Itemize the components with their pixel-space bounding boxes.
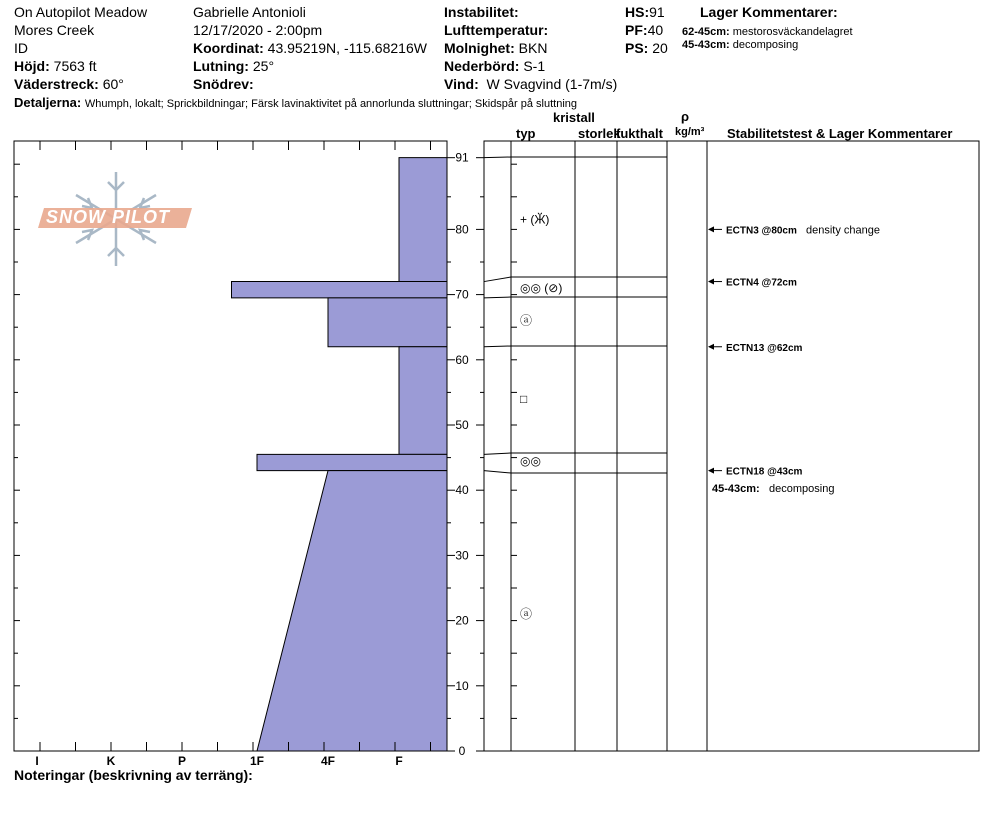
hardness-layer-4 — [399, 347, 447, 455]
coord-value: 43.95219N, -115.68216W — [267, 40, 427, 56]
notes-label: Noteringar (beskrivning av terräng): — [14, 767, 253, 783]
depth-label-91: 91 — [455, 150, 469, 165]
pf-value: 40 — [647, 22, 664, 38]
arrowhead-icon — [708, 226, 714, 232]
ps-value: 20 — [652, 40, 668, 56]
wind-loading-label: Snödrev: — [193, 76, 254, 92]
ps-label: PS: — [625, 40, 649, 56]
hardness-layer-6 — [257, 471, 447, 751]
slope-label: Lutning: — [193, 58, 249, 74]
observer-name: Gabrielle Antonioli — [193, 4, 306, 20]
hardness-layer-2 — [232, 282, 448, 298]
hs-label: HS: — [625, 4, 650, 20]
layer-connector — [484, 346, 511, 347]
grain-type-1: + (Ӂ) — [520, 212, 550, 227]
layer-note-label-1: 45-43cm: — [712, 483, 760, 496]
header-type: typ — [516, 126, 536, 141]
header-rho: ρ — [681, 109, 690, 124]
header-moisture: fukthalt — [616, 126, 663, 141]
stability-test-2: ECTN4 @72cm — [726, 277, 797, 289]
hardness-label-I: I — [35, 754, 39, 768]
hardness-label-F: F — [395, 754, 403, 768]
layer-comment-1-text: mestorosväckandelagret — [732, 26, 853, 38]
logo-text: SNOW PILOT — [46, 207, 170, 227]
header-size: storlek — [578, 126, 621, 141]
wind-value: W Svagvind (1-7m/s) — [486, 76, 618, 92]
stability-comment-1: density change — [806, 224, 880, 237]
depth-label-80: 80 — [455, 222, 469, 237]
arrowhead-icon — [708, 344, 714, 350]
details-value: Whumph, lokalt; Sprickbildningar; Färsk lavinaktivitet på annorlunda sluttningar; Skidspår på sluttning — [84, 98, 578, 110]
pf-label: PF: — [625, 22, 648, 38]
precip-value: S-1 — [523, 58, 546, 74]
grain-type-5: ◎◎ — [520, 453, 541, 468]
depth-label-0: 0 — [458, 744, 466, 758]
grain-type-3: ⓐ — [520, 313, 533, 328]
depth-label-60: 60 — [455, 352, 469, 367]
layer-comments-title: Lager Kommentarer: — [700, 4, 838, 20]
grain-type-2: ◎◎ (⊘) — [520, 281, 563, 296]
arrowhead-icon — [708, 468, 714, 474]
layer-connector — [484, 453, 511, 454]
state-name: ID — [14, 40, 28, 56]
coord-label: Koordinat: — [193, 40, 264, 56]
stability-test-3: ECTN13 @62cm — [726, 342, 803, 354]
precip-label: Nederbörd: — [444, 58, 520, 74]
depth-label-70: 70 — [455, 287, 469, 302]
layer-connector — [484, 297, 511, 298]
layer-connector — [484, 471, 511, 473]
depth-label-50: 50 — [455, 418, 469, 432]
aspect-label: Väderstreck: — [14, 76, 99, 92]
layer-connector — [484, 157, 511, 158]
arrowhead-icon — [708, 279, 714, 285]
elevation-label: Höjd: — [14, 58, 50, 74]
header-crystal: kristall — [553, 110, 595, 125]
hardness-label-P: P — [177, 754, 187, 768]
depth-label-30: 30 — [455, 548, 469, 563]
layer-connector — [484, 277, 511, 282]
aspect-value: 60° — [102, 76, 124, 92]
depth-label-40: 40 — [455, 483, 469, 498]
hardness-label-K: K — [106, 754, 116, 768]
elevation-value: 7563 ft — [53, 58, 97, 74]
air-temp-label: Lufttemperatur: — [444, 22, 549, 38]
area-name: Mores Creek — [14, 22, 95, 38]
hs-value: 91 — [649, 4, 665, 20]
layer-note-comment-1: decomposing — [769, 483, 835, 496]
sky-label: Molnighet: — [444, 40, 515, 56]
location-name: On Autopilot Meadow — [14, 4, 148, 20]
layer-comment-2-range: 45-43cm: — [682, 39, 730, 51]
details-label: Detaljerna: — [14, 95, 82, 110]
hardness-label-4F: 4F — [320, 754, 336, 768]
hardness-layer-1 — [399, 158, 447, 282]
slope-value: 25° — [252, 58, 275, 74]
header-stability: Stabilitetstest & Lager Kommentarer — [727, 126, 953, 141]
hardness-layer-5 — [257, 454, 447, 470]
hardness-layer-3 — [328, 298, 447, 347]
sky-value: BKN — [518, 40, 548, 56]
stability-test-1: ECTN3 @80cm — [726, 225, 797, 237]
observation-datetime: 12/17/2020 - 2:00pm — [193, 22, 323, 38]
depth-label-10: 10 — [455, 678, 469, 693]
wind-label: Vind: — [444, 76, 479, 92]
header-density-unit: kg/m³ — [675, 126, 705, 138]
stability-test-4: ECTN18 @43cm — [726, 466, 803, 478]
depth-label-20: 20 — [455, 613, 469, 628]
layer-comment-1-range: 62-45cm: — [682, 26, 730, 38]
layer-comment-2-text: decomposing — [732, 39, 799, 51]
instability-label: Instabilitet: — [444, 4, 519, 20]
grain-type-6: ⓐ — [520, 607, 533, 622]
hardness-label-1F: 1F — [249, 754, 265, 768]
grain-type-4: □ — [520, 391, 528, 406]
